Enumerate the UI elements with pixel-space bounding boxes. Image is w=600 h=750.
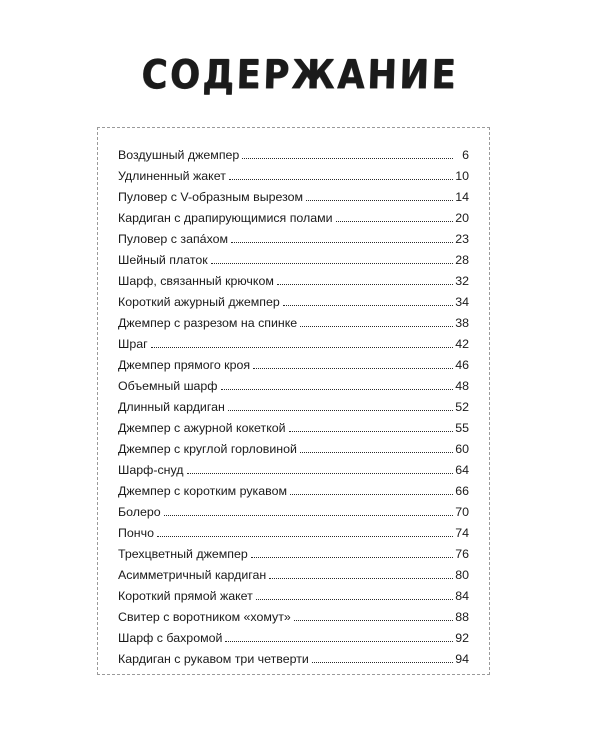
- toc-entry-title: Джемпер с разрезом на спинке: [118, 316, 298, 330]
- toc-entry-page: 52: [455, 400, 469, 414]
- toc-entry-page: 6: [462, 148, 469, 162]
- toc-entry: [118, 649, 469, 670]
- toc-entry: [118, 439, 469, 460]
- toc-entry-page: 60: [455, 442, 469, 456]
- toc-entry-page: 94: [455, 652, 469, 666]
- toc-entry-page: 88: [455, 610, 469, 624]
- toc-entry: [118, 523, 469, 544]
- toc-dot-leader: [277, 284, 453, 285]
- toc-entry-page: 20: [455, 211, 469, 225]
- toc-entry: [118, 628, 469, 649]
- toc-entry-page: 55: [455, 421, 469, 435]
- toc-entry: [118, 355, 469, 376]
- toc-entry-title: Джемпер прямого кроя: [118, 358, 251, 372]
- toc-dot-leader: [256, 599, 453, 600]
- toc-entry-page: 74: [455, 526, 469, 540]
- toc-entry: [118, 229, 469, 250]
- toc-entry: [118, 292, 469, 313]
- toc-dot-leader: [300, 326, 453, 327]
- toc-entry: [118, 481, 469, 502]
- toc-entry: [118, 145, 469, 166]
- toc-entry-title: Короткий ажурный джемпер: [118, 295, 280, 309]
- toc-dot-leader: [251, 557, 453, 558]
- toc-dot-leader: [336, 221, 453, 222]
- toc-dot-leader: [312, 662, 453, 663]
- toc-dot-leader: [231, 242, 453, 243]
- toc-dot-leader: [289, 431, 453, 432]
- toc-entry: [118, 418, 469, 439]
- toc-entry: [118, 460, 469, 481]
- toc-entry: [118, 586, 469, 607]
- toc-entry-title: Шарф с бахромой: [118, 631, 223, 645]
- toc-entry-title: Объемный шарф: [118, 379, 218, 393]
- toc-dot-leader: [211, 263, 453, 264]
- toc-entry-page: 70: [455, 505, 469, 519]
- toc-entry-page: 84: [455, 589, 469, 603]
- toc-entry-page: 42: [455, 337, 469, 351]
- toc-entry-title: Джемпер с круглой горловиной: [118, 442, 297, 456]
- toc-entry-page: 28: [455, 253, 469, 267]
- toc-dot-leader: [290, 494, 453, 495]
- toc-entry-title: Джемпер с ажурной кокеткой: [118, 421, 286, 435]
- toc-entry-page: 46: [455, 358, 469, 372]
- toc-dot-leader: [228, 410, 453, 411]
- toc-dot-leader: [300, 452, 453, 453]
- toc-dot-leader: [187, 473, 453, 474]
- toc-entry: [118, 502, 469, 523]
- toc-entry-title: Удлиненный жакет: [118, 169, 226, 183]
- toc-entry-page: 48: [455, 379, 469, 393]
- toc-entry-title: Джемпер с коротким рукавом: [118, 484, 287, 498]
- toc-dot-leader: [157, 536, 453, 537]
- toc-entry: [118, 607, 469, 628]
- toc-entry: [118, 397, 469, 418]
- toc-entry-title: Пуловер с V-образным вырезом: [118, 190, 304, 204]
- toc-entry-page: 23: [455, 232, 469, 246]
- toc-dot-leader: [283, 305, 453, 306]
- toc-entry-title: Свитер с воротником «хомут»: [118, 610, 291, 624]
- toc-dot-leader: [269, 578, 453, 579]
- toc-dot-leader: [221, 389, 453, 390]
- toc-entry-title: Кардиган с рукавом три четверти: [118, 652, 309, 666]
- toc-entry: [118, 271, 469, 292]
- toc-entry-page: 76: [455, 547, 469, 561]
- toc-entry-title: Длинный кардиган: [118, 400, 225, 414]
- toc-dot-leader: [164, 515, 453, 516]
- toc-list: [118, 145, 469, 670]
- toc-entry-title: Шарф-снуд: [118, 463, 184, 477]
- toc-entry-title: Шраг: [118, 337, 148, 351]
- toc-entry-title: Воздушный джемпер: [118, 148, 240, 162]
- toc-entry-title: Шарф, связанный крючком: [118, 274, 274, 288]
- toc-entry: [118, 376, 469, 397]
- toc-dot-leader: [151, 347, 453, 348]
- toc-entry: [118, 544, 469, 565]
- toc-entry-title: Шейный платок: [118, 253, 208, 267]
- toc-entry-title: Трехцветный джемпер: [118, 547, 248, 561]
- toc-entry: [118, 166, 469, 187]
- toc-entry-page: 32: [455, 274, 469, 288]
- toc-entry-title: Короткий прямой жакет: [118, 589, 253, 603]
- toc-dot-leader: [294, 620, 453, 621]
- page-title: СОДЕРЖАНИЕ: [140, 52, 460, 98]
- toc-entry-page: 92: [455, 631, 469, 645]
- toc-entry-page: 34: [455, 295, 469, 309]
- toc-entry-title: Болеро: [118, 505, 161, 519]
- toc-dot-leader: [225, 641, 453, 642]
- toc-entry-title: Пончо: [118, 526, 154, 540]
- toc-entry-title: Асимметричный кардиган: [118, 568, 267, 582]
- toc-entry: [118, 565, 469, 586]
- toc-entry-page: 10: [455, 169, 469, 183]
- toc-entry: [118, 334, 469, 355]
- toc-entry: [118, 250, 469, 271]
- toc-entry-page: 64: [455, 463, 469, 477]
- toc-entry-page: 80: [455, 568, 469, 582]
- toc-entry: [118, 187, 469, 208]
- toc-entry-page: 14: [455, 190, 469, 204]
- toc-dot-leader: [253, 368, 453, 369]
- toc-entry-page: 66: [455, 484, 469, 498]
- toc-dot-leader: [306, 200, 453, 201]
- toc-dot-leader: [229, 179, 453, 180]
- toc-frame: [97, 127, 490, 675]
- toc-entry-title: Кардиган с драпирующимися полами: [118, 211, 333, 225]
- toc-entry: [118, 313, 469, 334]
- toc-entry-title: Пуловер с запáхом: [118, 232, 229, 246]
- toc-entry-page: 38: [455, 316, 469, 330]
- toc-entry: [118, 208, 469, 229]
- toc-dot-leader: [242, 158, 453, 159]
